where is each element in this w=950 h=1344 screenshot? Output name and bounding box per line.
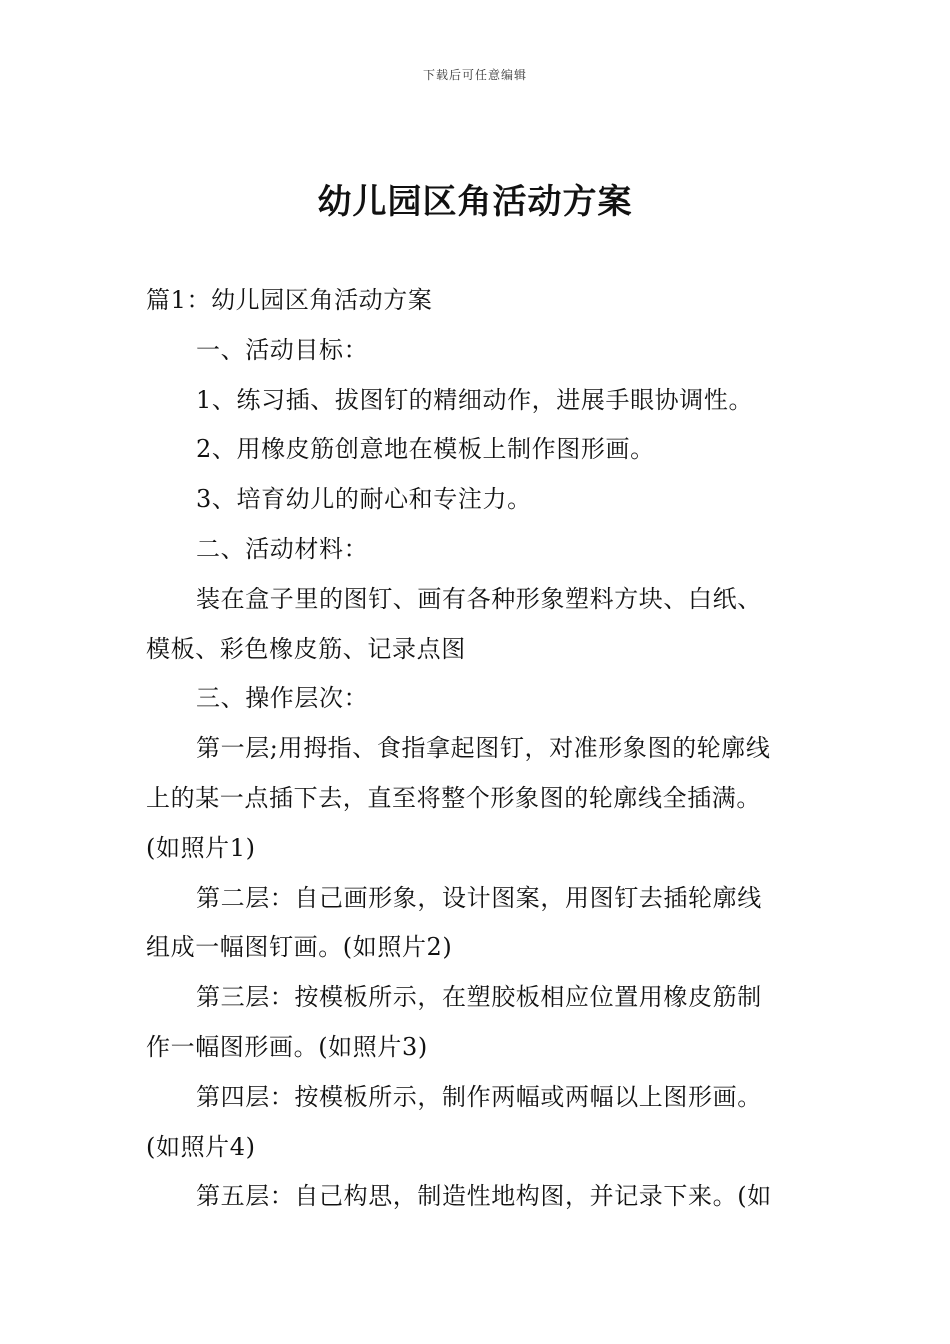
- goal-item: 3、培育幼儿的耐心和专注力。: [196, 485, 532, 514]
- level-5-line: 第五层：自己构思，制造性地构图，并记录下来。(如: [196, 1182, 772, 1211]
- level-2-paragraph: [146, 874, 808, 924]
- level-1-paragraph: [146, 724, 808, 774]
- level-2-line: 第二层：自己画形象，设计图案，用图钉去插轮廓线: [196, 883, 762, 912]
- goal-item: 2、用橡皮筋创意地在模板上制作图形画。: [196, 435, 655, 464]
- level-3-paragraph: [146, 973, 808, 1023]
- header-note: 下载后可任意编辑: [422, 68, 527, 82]
- goals-heading: 一、活动目标：: [196, 335, 369, 364]
- section-heading: 篇1：幼儿园区角活动方案: [146, 286, 433, 314]
- level-2-line: 组成一幅图钉画。(如照片2): [146, 933, 453, 962]
- level-4-paragraph-cont: [146, 1123, 808, 1173]
- materials-line: 模板、彩色橡皮筋、记录点图: [146, 634, 466, 663]
- level-4-line: (如照片4): [146, 1132, 256, 1161]
- materials-heading: 二、活动材料：: [196, 534, 369, 563]
- level-3-paragraph-cont: [146, 1023, 808, 1073]
- level-3-line: 第三层：按模板所示，在塑胶板相应位置用橡皮筋制: [196, 983, 762, 1012]
- level-4-paragraph: [146, 1073, 808, 1123]
- levels-heading: 三、操作层次：: [196, 684, 369, 713]
- level-5-paragraph: [146, 1172, 808, 1222]
- document-body: [146, 276, 808, 1222]
- level-3-line: 作一幅图形画。(如照片3): [146, 1032, 428, 1061]
- goal-item: 1、练习插、拔图钉的精细动作，进展手眼协调性。: [196, 385, 754, 414]
- level-2-paragraph-cont: [146, 923, 808, 973]
- level-4-line: 第四层：按模板所示，制作两幅或两幅以上图形画。: [196, 1082, 762, 1111]
- materials-paragraph-cont: [146, 625, 808, 675]
- materials-paragraph: [146, 575, 808, 625]
- level-1-line: 第一层;用拇指、食指拿起图钉，对准形象图的轮廓线: [196, 734, 771, 763]
- level-1-line: (如照片1): [146, 833, 256, 862]
- level-1-paragraph-cont: [146, 774, 808, 874]
- materials-line: 装在盒子里的图钉、画有各种形象塑料方块、白纸、: [196, 584, 762, 613]
- document-title: 幼儿园区角活动方案: [317, 182, 633, 222]
- level-1-line: 上的某一点插下去，直至将整个形象图的轮廓线全插满。: [146, 783, 761, 812]
